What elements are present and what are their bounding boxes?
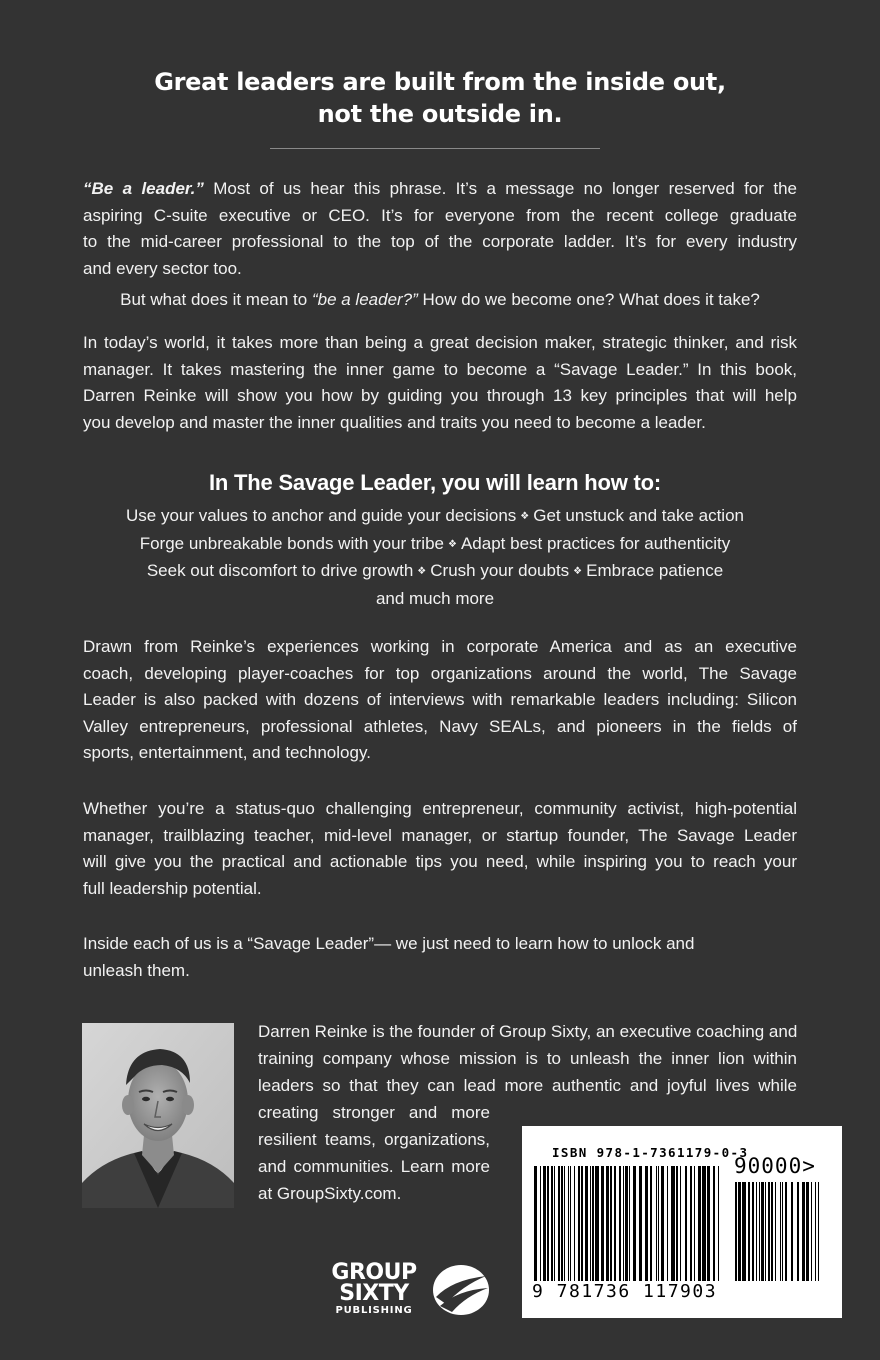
question-line: But what does it mean to “be a leader?” How do we become one? What does it take? xyxy=(120,290,760,309)
paragraph-5 xyxy=(83,796,797,902)
author-bio-narrow xyxy=(258,1099,490,1207)
author-portrait-image xyxy=(82,1023,234,1208)
learn-row xyxy=(0,531,870,559)
paragraph-4-line: sports, entertainment, and technology. xyxy=(83,743,371,762)
author-bio-line: leaders so that they can lead more authentic and joyful lives while xyxy=(258,1076,797,1095)
diamond-bullet-icon: ❖ xyxy=(573,566,583,577)
ean-digits: 9 781736 117903 xyxy=(532,1281,718,1302)
intro-paragraph xyxy=(83,176,797,282)
learn-row xyxy=(0,503,870,531)
publisher-logo xyxy=(318,1262,493,1322)
author-bio-line: and communities. Learn more xyxy=(258,1157,490,1176)
paragraph-5-line: full leadership potential. xyxy=(83,878,262,898)
isbn-text: ISBN 978-1-7361179-0-3 xyxy=(552,1145,749,1160)
intro-quote: “Be a leader.” xyxy=(83,179,204,198)
author-bio-line: at GroupSixty.com. xyxy=(258,1184,402,1203)
paragraph-6-line: unleash them. xyxy=(83,960,190,980)
diamond-bullet-icon: ❖ xyxy=(448,538,457,550)
ean-barcode-bars xyxy=(534,1166,720,1281)
intro-line-4: and every sector too. xyxy=(83,258,242,278)
diamond-bullet-icon: ❖ xyxy=(417,566,427,577)
publisher-wordmark: GROUP SIXTY PUBLISHING xyxy=(331,1260,417,1316)
learn-item: Seek out discomfort to drive growth xyxy=(146,561,414,580)
paragraph-4-line: Valley entrepreneurs, professional athletes, Navy SEALs, and pioneers in the fields of xyxy=(83,716,797,736)
learn-list xyxy=(0,503,870,612)
paragraph-3-line: Darren Reinke will show you how by guiding you through 13 key principles that will help xyxy=(83,386,797,405)
learn-row xyxy=(0,586,870,613)
author-bio-line: creating stronger and more xyxy=(258,1103,490,1122)
intro-line-2: aspiring C-suite executive or CEO. It’s for everyone from the recent college graduate xyxy=(83,205,797,225)
paragraph-3-line: you develop and master the inner qualities and traits you need to become a leader. xyxy=(83,412,706,432)
paragraph-5-line: manager, trailblazing teacher, mid-level manager, or startup founder, The Savage Leader xyxy=(83,825,797,845)
learn-item: Use your values to anchor and guide your decisions xyxy=(125,506,517,525)
learn-row xyxy=(0,558,870,586)
paragraph-6 xyxy=(83,931,797,984)
paragraph-3 xyxy=(83,330,797,436)
learn-item: Get unstuck and take action xyxy=(533,506,744,525)
paragraph-5-line: will give you the practical and actionable tips you need, while inspiring you to reach your xyxy=(83,852,797,871)
question-quote: “be a leader?” xyxy=(311,290,418,309)
author-bio-line: Darren Reinke is the founder of Group Sixty, an executive coaching and xyxy=(258,1022,798,1041)
learn-item: Embrace patience xyxy=(586,561,724,580)
paragraph-4-line: coach, developing player-coaches for top organizations around the world, The Savage xyxy=(83,663,797,683)
isbn-barcode xyxy=(522,1126,842,1318)
author-photo xyxy=(82,1023,234,1208)
price-code: 90000> xyxy=(734,1154,816,1178)
paragraph-4 xyxy=(83,634,797,767)
learn-item: Crush your doubts xyxy=(430,561,570,580)
intro-line-3: to the mid-career professional to the top of the corporate ladder. It’s for every industry xyxy=(83,232,797,251)
paragraph-6-line: Inside each of us is a “Savage Leader”— we just need to learn how to unlock and xyxy=(83,934,695,953)
intro-line-1: “Be a leader.” Most of us hear this phrase. It’s a message no longer reserved for the xyxy=(83,179,797,198)
learn-item: Forge unbreakable bonds with your tribe xyxy=(139,533,444,553)
learn-heading: In The Savage Leader, you will learn how to: xyxy=(208,470,662,495)
author-bio-line: training company whose mission is to unleash the inner lion within xyxy=(258,1049,797,1068)
paragraph-4-line: Drawn from Reinke’s experiences working in corporate America and as an executive xyxy=(83,637,797,656)
paragraph-5-line: Whether you’re a status-quo challenging entrepreneur, community activist, high-potential xyxy=(83,799,797,818)
diamond-bullet-icon: ❖ xyxy=(520,511,530,522)
paragraph-3-line: In today’s world, it takes more than being a great decision maker, strategic thinker, and risk xyxy=(83,333,797,352)
divider-rule xyxy=(270,148,600,149)
addon-barcode-bars xyxy=(735,1182,821,1281)
paragraph-4-line: Leader is also packed with dozens of interviews with remarkable leaders including: Silicon xyxy=(83,690,797,709)
author-bio-line: resilient teams, organizations, xyxy=(258,1130,490,1149)
headline-line-1: Great leaders are built from the inside out, xyxy=(154,68,726,96)
learn-item: and much more xyxy=(375,588,495,608)
paragraph-3-line: manager. It takes mastering the inner game to become a “Savage Leader.” In this book, xyxy=(83,359,797,379)
learn-item: Adapt best practices for authenticity xyxy=(460,533,731,553)
author-bio-wide xyxy=(258,1018,797,1099)
headline xyxy=(0,66,880,130)
publisher-emblem-icon xyxy=(432,1264,490,1316)
headline-line-2: not the outside in. xyxy=(317,100,563,128)
